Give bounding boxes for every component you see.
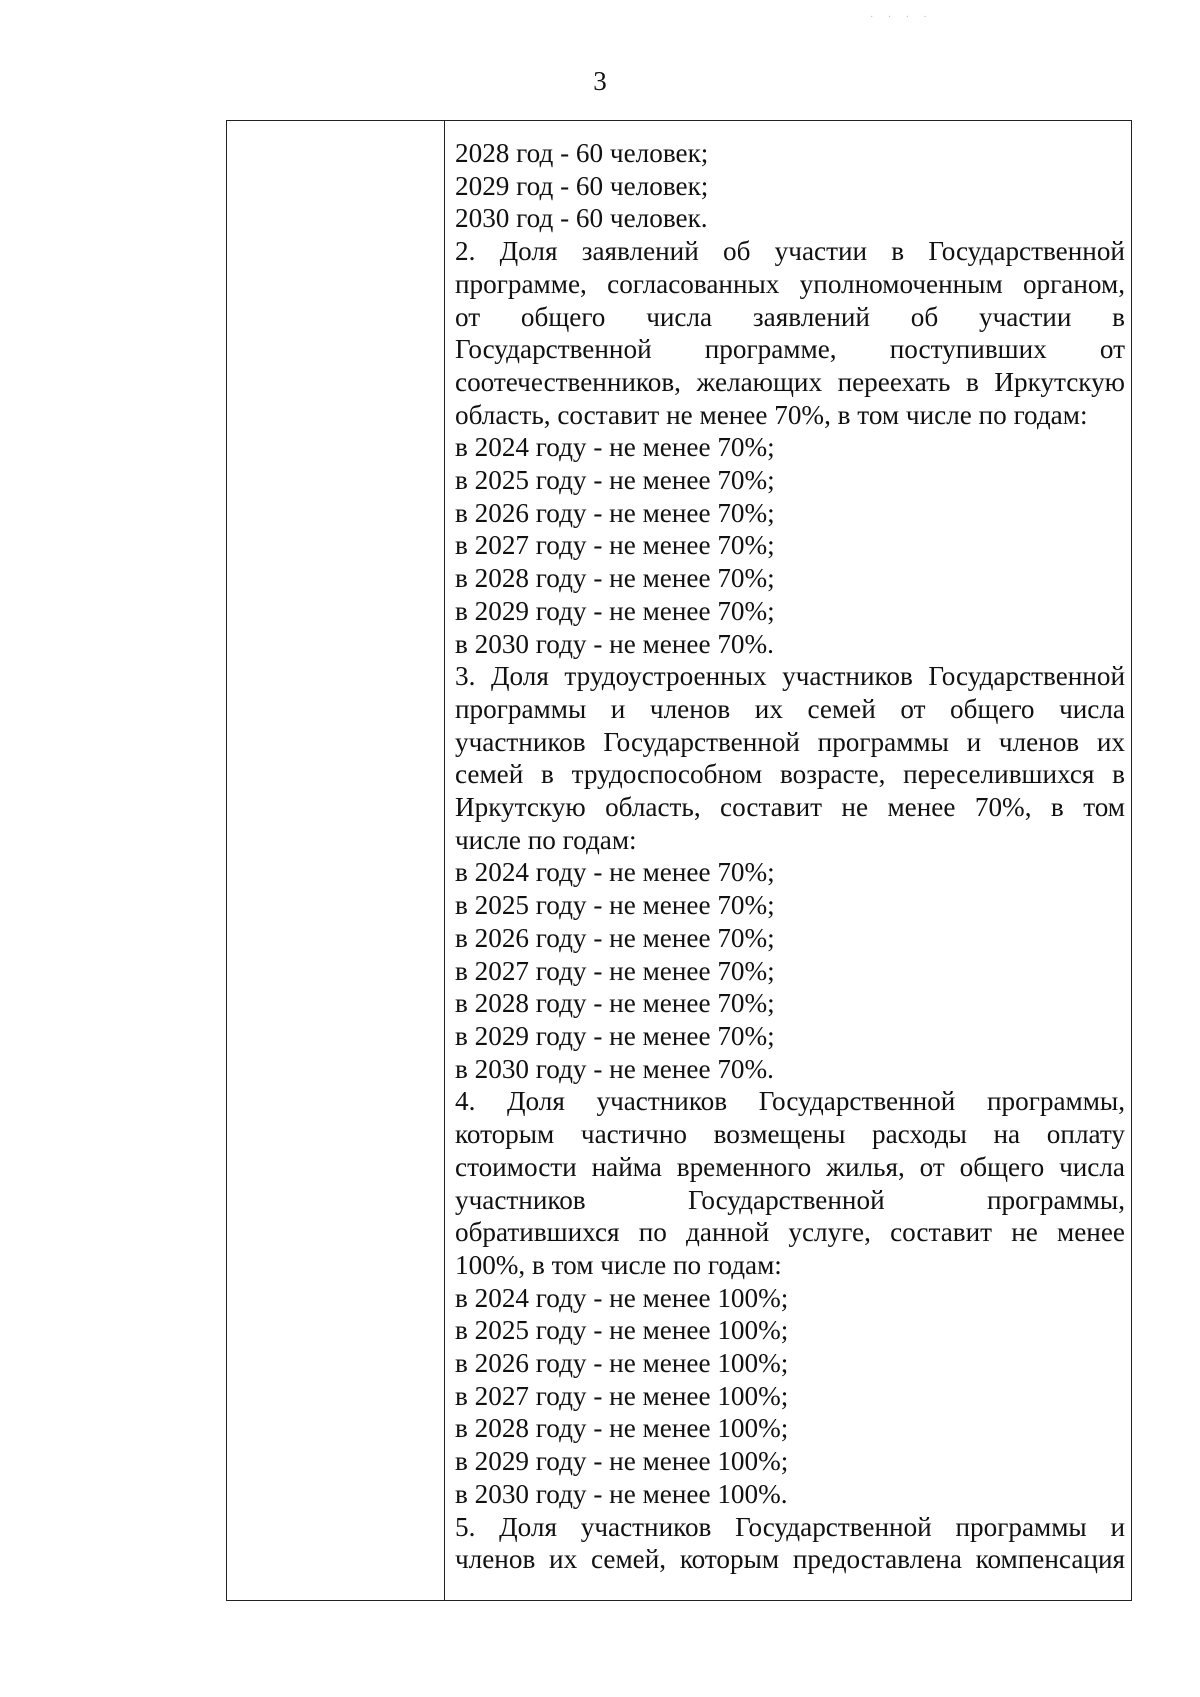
text-line: 4. Доля участников Государственной программы, bbox=[455, 1086, 1125, 1117]
text-line: членов их семей, которым предоставлена компенсация bbox=[455, 1544, 1125, 1575]
text-line: 3. Доля трудоустроенных участников Государственной bbox=[455, 661, 1125, 692]
text-line: Иркутскую область, составит не менее 70%, в том bbox=[455, 792, 1125, 823]
text-line: участников Государственной программы и членов их bbox=[455, 726, 1125, 757]
text-line: 5. Доля участников Государственной программы и bbox=[455, 1511, 1125, 1542]
text-line: которым частично возмещены расходы на оплату bbox=[455, 1119, 1125, 1150]
text-line: в 2025 году - не менее 70%; bbox=[455, 465, 775, 496]
table-right-column bbox=[447, 121, 1131, 1600]
text-line: программе, согласованных уполномоченным органом, bbox=[455, 268, 1125, 299]
text-line: в 2026 году - не менее 70%; bbox=[455, 497, 775, 528]
text-line: в 2028 году - не менее 70%; bbox=[455, 988, 775, 1019]
text-line: в 2025 году - не менее 100%; bbox=[455, 1315, 789, 1346]
text-line: в 2027 году - не менее 100%; bbox=[455, 1380, 789, 1411]
text-line: от общего числа заявлений об участии в bbox=[455, 301, 1125, 332]
text-line: в 2028 году - не менее 70%; bbox=[455, 563, 775, 594]
text-line: семей в трудоспособном возрасте, переселившихся в bbox=[455, 759, 1125, 790]
text-line: в 2027 году - не менее 70%; bbox=[455, 955, 775, 986]
text-line: 2. Доля заявлений об участии в Государственной bbox=[455, 236, 1125, 267]
text-line: числе по годам: bbox=[455, 824, 637, 855]
page-number: 3 bbox=[593, 66, 607, 96]
text-line: в 2030 году - не менее 70%. bbox=[455, 628, 774, 659]
text-line: 2028 год - 60 человек; bbox=[455, 138, 709, 168]
text-line: в 2027 году - не менее 70%; bbox=[455, 530, 775, 561]
text-line: соотечественников, желающих переехать в Иркутскую bbox=[455, 366, 1125, 397]
text-line: в 2029 году - не менее 70%; bbox=[455, 1020, 775, 1051]
scan-artifact: · · · · bbox=[870, 12, 933, 23]
text-line: в 2029 году - не менее 100%; bbox=[455, 1446, 789, 1477]
text-line: в 2024 году - не менее 70%; bbox=[455, 857, 775, 888]
text-line: программы и членов их семей от общего числа bbox=[455, 693, 1125, 724]
text-line: участников Государственной программы, bbox=[455, 1184, 1125, 1215]
text-line: 2029 год - 60 человек; bbox=[455, 170, 709, 201]
text-line: Государственной программе, поступивших от bbox=[455, 334, 1125, 365]
text-line: 100%, в том числе по годам: bbox=[455, 1249, 782, 1280]
text-line: в 2030 году - не менее 70%. bbox=[455, 1053, 774, 1084]
indicator-text bbox=[447, 121, 1131, 1576]
text-line: в 2024 году - не менее 100%; bbox=[455, 1282, 789, 1313]
text-line: в 2030 году - не менее 100%. bbox=[455, 1478, 788, 1509]
text-line: в 2026 году - не менее 70%; bbox=[455, 922, 775, 953]
document-table bbox=[226, 120, 1132, 1601]
table-left-column bbox=[227, 121, 445, 1600]
text-line: 2030 год - 60 человек. bbox=[455, 203, 708, 234]
text-line: стоимости найма временного жилья, от общего числа bbox=[455, 1151, 1125, 1182]
text-line: обратившихся по данной услуге, составит не менее bbox=[455, 1217, 1125, 1248]
text-line: область, составит не менее 70%, в том числе по годам: bbox=[455, 399, 1088, 430]
text-line: в 2029 году - не менее 70%; bbox=[455, 595, 775, 626]
text-line: в 2028 году - не менее 100%; bbox=[455, 1413, 789, 1444]
text-line: в 2024 году - не менее 70%; bbox=[455, 432, 775, 463]
text-line: в 2025 году - не менее 70%; bbox=[455, 890, 775, 921]
text-line: в 2026 году - не менее 100%; bbox=[455, 1348, 789, 1379]
